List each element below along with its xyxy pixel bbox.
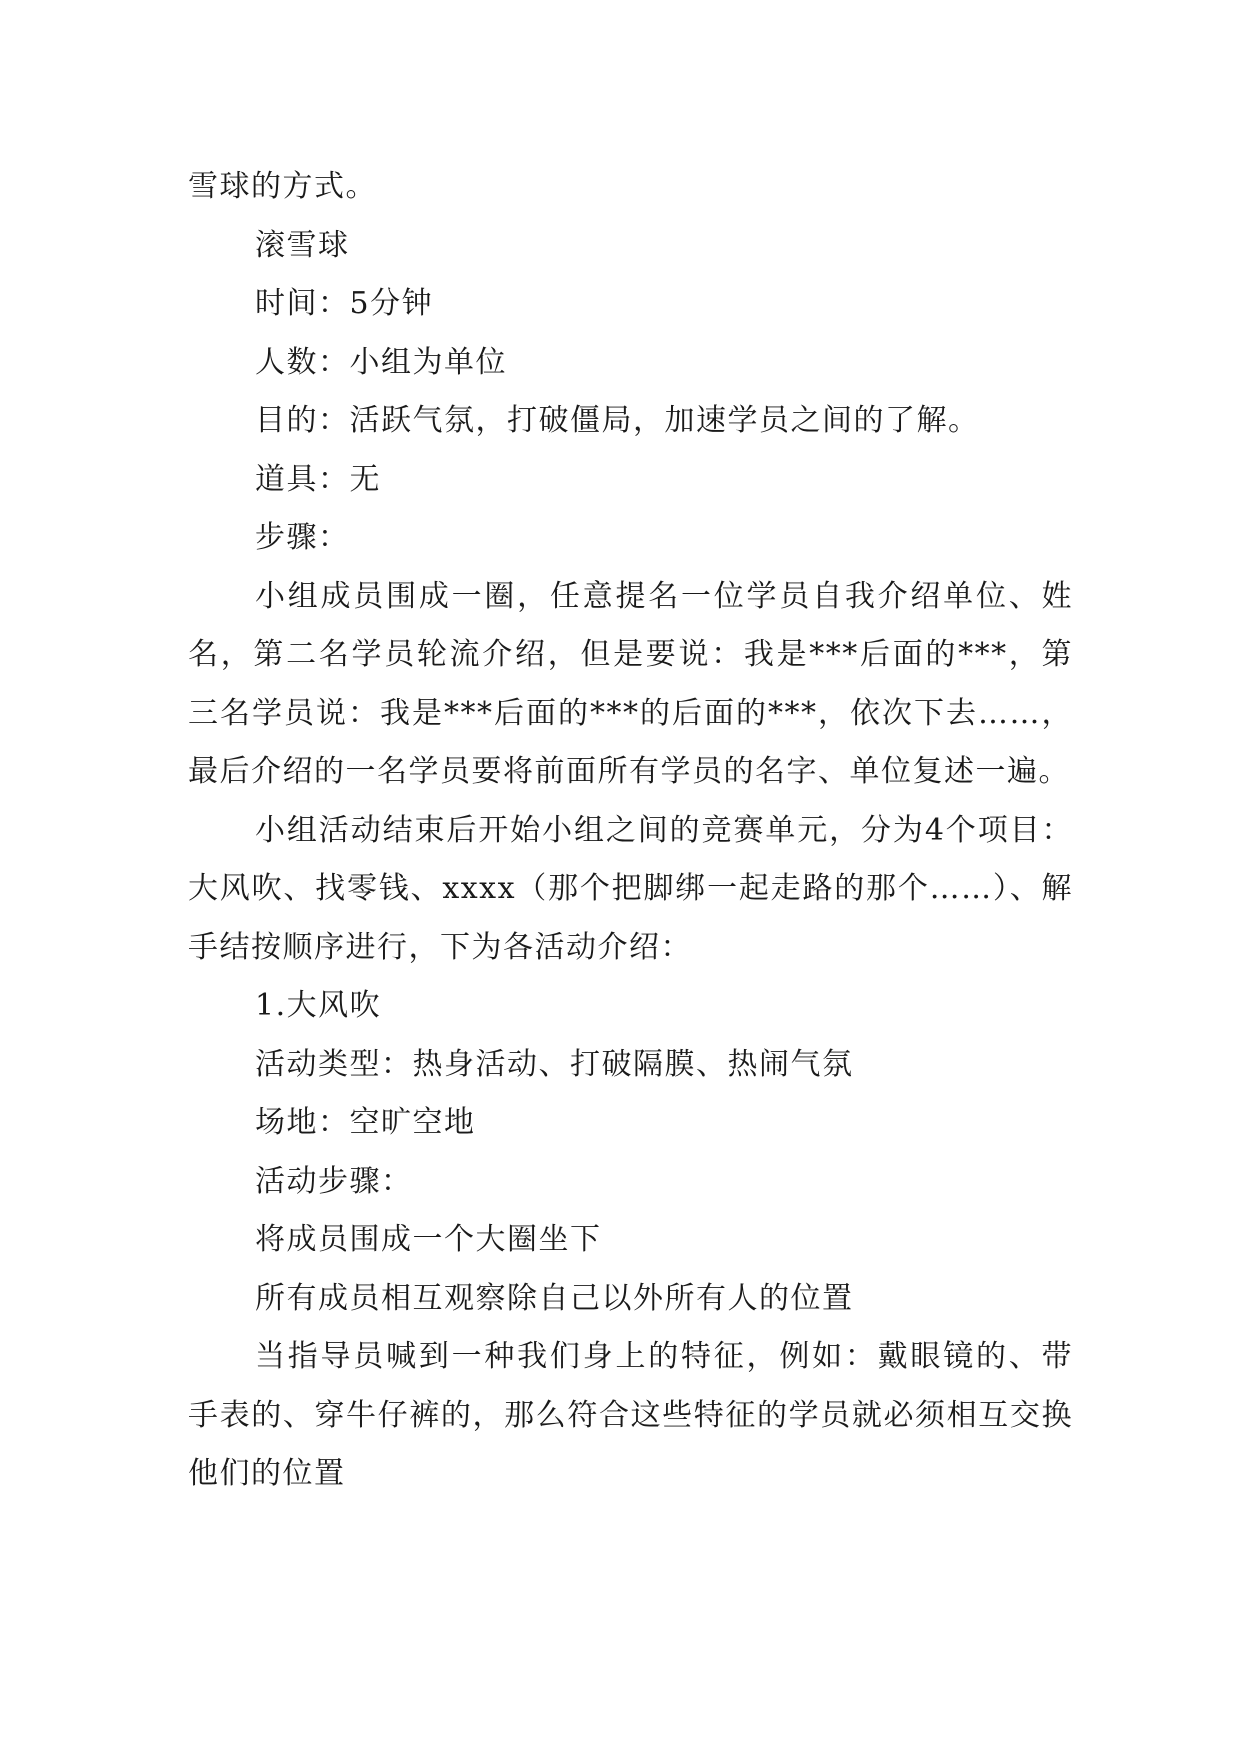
paragraph: 目的：活跃气氛，打破僵局，加速学员之间的了解。	[255, 403, 980, 438]
paragraph: 滚雪球	[255, 227, 350, 263]
paragraph: 小组活动结束后开始小组之间的竞赛单元，分为4个项目：大风吹、找零钱、xxxx（那个把脚绑一起走路的那个……）、解手结按顺序进行，下为各活动介绍：	[188, 812, 1073, 965]
paragraph: 小组成员围成一圈，任意提名一位学员自我介绍单位、姓名，第二名学员轮流介绍，但是要说：我是***后面的***，第三名学员说：我是***后面的***的后面的***，依次下去……，最后介绍的一名学员要将前面所有学员的名字、单位复述一遍。	[188, 578, 1073, 789]
paragraph: 1.大风吹	[255, 988, 382, 1023]
paragraph: 人数：小组为单位	[255, 344, 507, 380]
paragraph: 当指导员喊到一种我们身上的特征，例如：戴眼镜的、带手表的、穿牛仔裤的，那么符合这些特征的学员就必须相互交换他们的位置	[188, 1339, 1073, 1491]
paragraph: 场地：空旷空地	[255, 1105, 476, 1140]
paragraph: 道具：无	[255, 461, 381, 497]
paragraph: 雪球的方式。	[188, 169, 377, 204]
paragraph: 活动步骤：	[255, 1163, 413, 1199]
document-body	[188, 158, 1073, 1504]
paragraph: 步骤：	[255, 520, 350, 555]
paragraph: 将成员围成一个大圈坐下	[255, 1222, 602, 1257]
paragraph: 所有成员相互观察除自己以外所有人的位置	[255, 1280, 854, 1316]
paragraph: 活动类型：热身活动、打破隔膜、热闹气氛	[255, 1046, 854, 1082]
paragraph: 时间：5分钟	[255, 286, 434, 321]
